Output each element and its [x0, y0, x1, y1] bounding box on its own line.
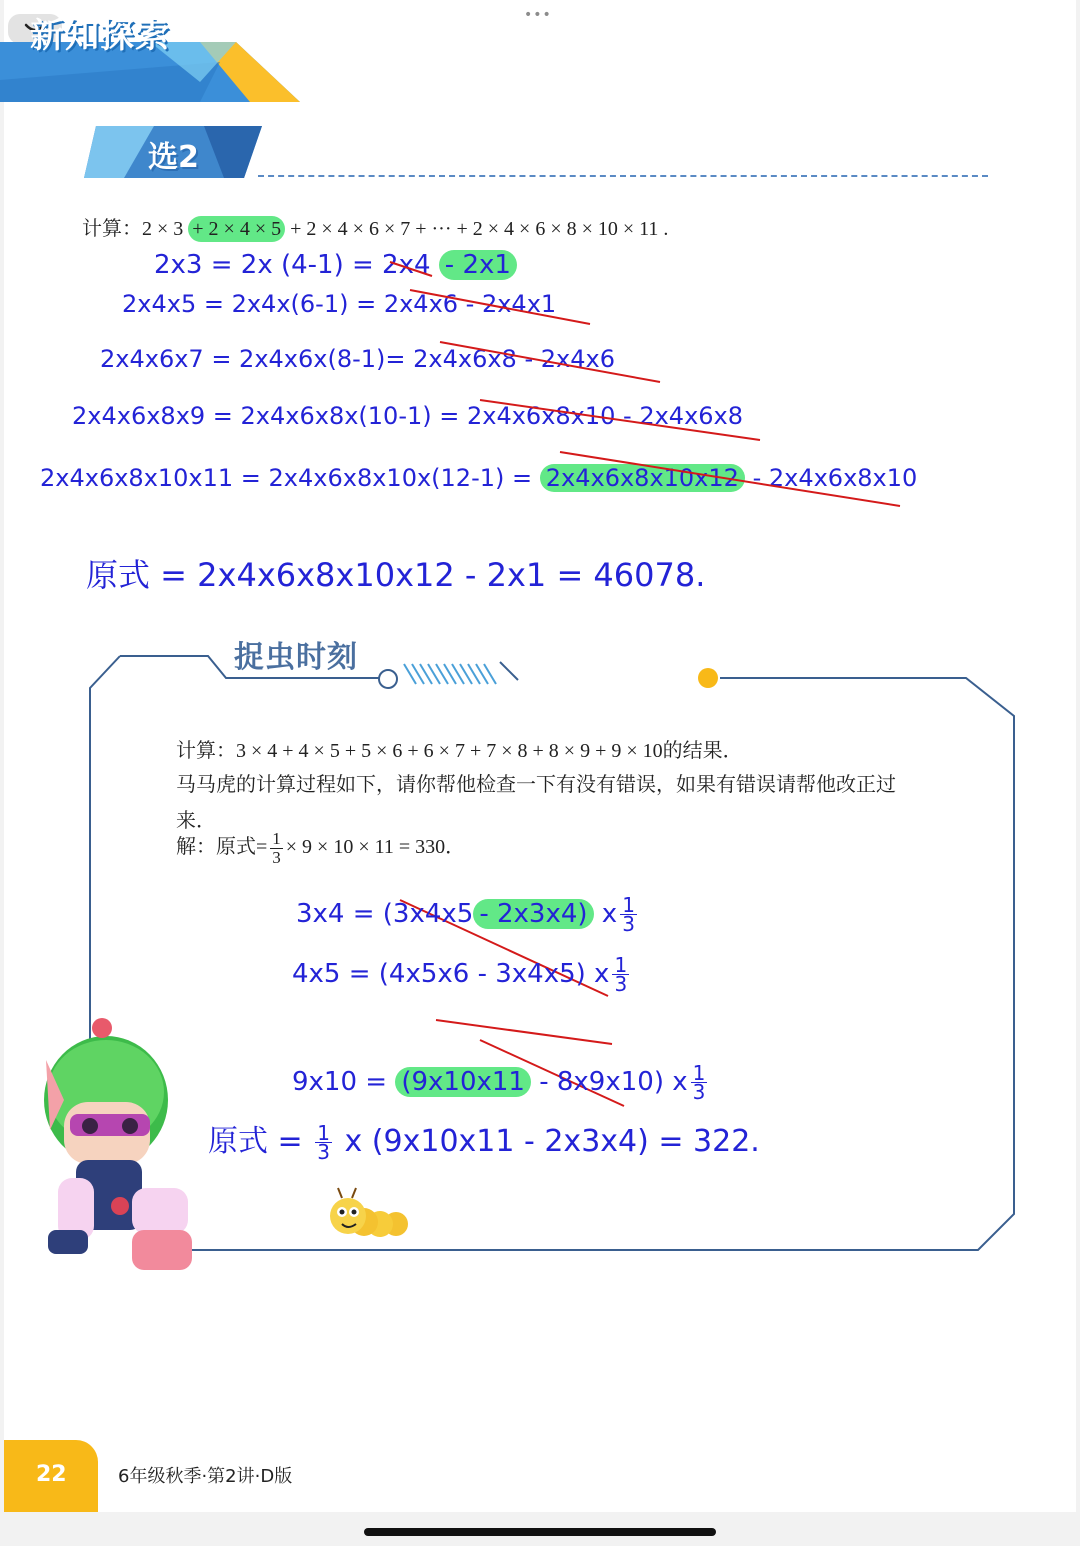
fraction: $\frac{1}{3}$ [622, 893, 635, 936]
fraction: $\frac{1}{3}$ [272, 829, 281, 867]
handwriting-highlight: (9x10x11 [395, 1067, 531, 1097]
handwriting-line-1: 2x3 = 2x (4-1) = 2x4 - 2x1 [154, 250, 517, 280]
bug-solution: 解：原式= $\frac{1}{3}$ × 9 × 10 × 11 = 330． [176, 829, 466, 867]
cartoon-character-illustration [36, 1010, 206, 1280]
handwriting-bug-line-1: 3x4 = (3x4x5 - 2x3x4) x $\frac{1}{3}$ [296, 893, 635, 936]
handwriting-line-3: 2x4x6x7 = 2x4x6x(8-1)= 2x4x6x8 - 2x4x6 [100, 345, 615, 373]
handwriting-highlight: 2x4x6x8x10x12 [540, 464, 745, 492]
page-number: 22 [36, 1462, 67, 1487]
handwriting-line-2: 2x4x5 = 2x4x(6-1) = 2x4x6 - 2x4x1 [122, 290, 557, 318]
problem-tag-label: 选2 [148, 140, 199, 175]
fraction: $\frac{1}{3}$ [692, 1061, 706, 1104]
bug-problem-line-1: 计算：3 × 4 + 4 × 5 + 5 × 6 + 6 × 7 + 7 × 8 + 8 × 9 + 9 × 10的结果． [176, 740, 743, 762]
handwriting-line-4: 2x4x6x8x9 = 2x4x6x8x(10-1) = 2x4x6x8x10 - 2x4x6x8 [72, 402, 744, 430]
handwriting-result: 原式 = 2x4x6x8x10x12 - 2x1 = 46078. [86, 556, 706, 594]
handwriting-line-5: 2x4x6x8x10x11 = 2x4x6x8x10x(12-1) = 2x4x6x8x10x12 - 2x4x6x8x10 [40, 464, 918, 492]
handwriting-bug-line-3: 9x10 = (9x10x11 - 8x9x10) x $\frac{1}{3}$ [292, 1061, 706, 1104]
handwriting-bug-line-2: 4x5 = (4x5x6 - 3x4x5) x $\frac{1}{3}$ [292, 953, 628, 996]
bug-problem-line-3: 来． [176, 810, 216, 832]
section-title: 新知探索 [30, 16, 170, 56]
bug-section-title: 捉虫时刻 [234, 640, 358, 675]
highlighted-term: + 2 × 4 × 5 [188, 216, 285, 242]
handwriting-bug-result: 原式 = $\frac{1}{3}$ x (9x10x11 - 2x3x4) = 322. [208, 1121, 760, 1164]
caterpillar-illustration [326, 1186, 422, 1250]
problem-label: 计算： [82, 218, 142, 240]
home-indicator[interactable] [364, 1528, 716, 1536]
fraction: $\frac{1}{3}$ [614, 953, 628, 996]
fraction: $\frac{1}{3}$ [317, 1121, 330, 1164]
book-info: 6年级秋季·第2讲·D版 [118, 1466, 293, 1487]
bug-problem-line-2: 马马虎的计算过程如下，请你帮他检查一下有没有错误，如果有错误请帮他改正过 [176, 774, 896, 796]
handwriting-highlight: - 2x3x4) [473, 899, 593, 929]
problem-term-rest: + 2 × 4 × 6 × 7 + ··· + 2 × 4 × 6 × 8 × 10 × 11 . [290, 218, 669, 240]
handwriting-highlight: - 2x1 [439, 250, 517, 280]
problem-term-1: 2 × 3 [142, 218, 184, 240]
more-dots-icon[interactable]: ••• [524, 7, 552, 23]
